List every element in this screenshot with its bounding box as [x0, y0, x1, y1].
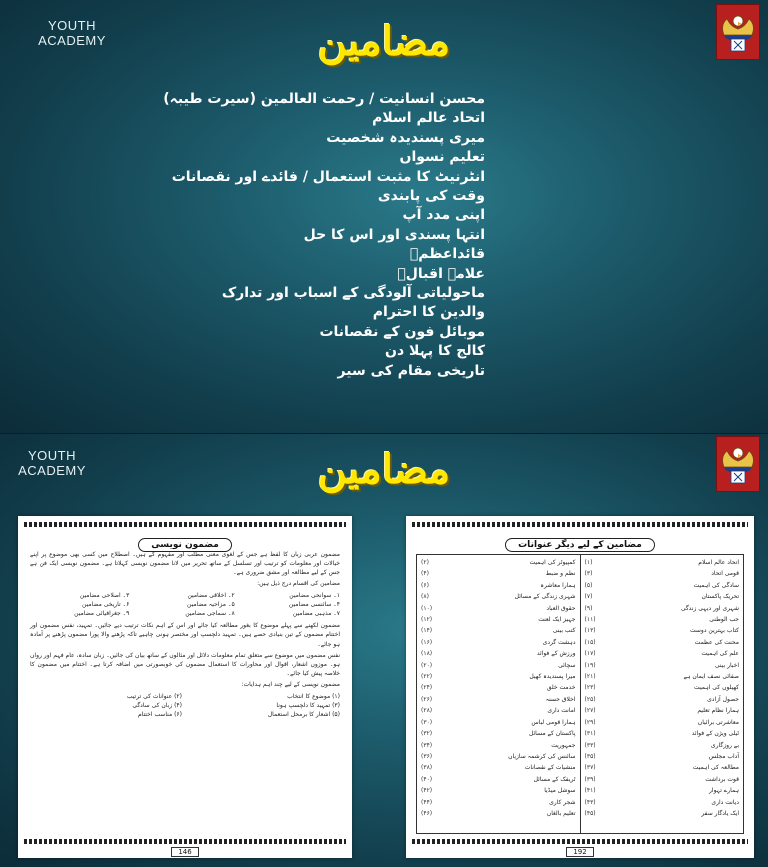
toc-title: تحریک پاکستان	[701, 593, 739, 601]
toc-title: ٹیلی ویژن کے فوائد	[691, 730, 739, 738]
topic-item: میری پسندیدہ شخصیت	[326, 129, 485, 146]
type-item: ۷۔ مذہبی مضامین	[292, 610, 340, 618]
toc-title: اخبار بینی	[714, 661, 739, 669]
toc-title: جہیز ایک لعنت	[538, 616, 576, 624]
toc-number: (۲۲)	[421, 673, 433, 681]
toc-number: (۶)	[421, 581, 429, 589]
toc-row	[585, 717, 740, 728]
toc-number: (۱۶)	[421, 638, 433, 646]
toc-column	[581, 555, 744, 833]
toc-number: (۴۰)	[421, 775, 433, 783]
toc-number: (۲۷)	[584, 707, 596, 715]
topic-item: علامہ اقبالؒ	[397, 265, 485, 282]
toc-title: ورزش کے فوائد	[536, 650, 576, 658]
toc-title: مطالعہ کی اہمیت	[692, 764, 739, 772]
toc-title: بے روزگاری	[710, 741, 739, 749]
tip-item: (۴) زبان کی سادگی	[132, 702, 182, 710]
toc-number: (۲۹)	[584, 718, 596, 726]
toc-number: (۴۱)	[584, 787, 596, 795]
headline-mazameen: مضامین	[317, 446, 451, 493]
toc-title: امانت داری	[547, 707, 576, 715]
toc-number: (۳۸)	[421, 764, 433, 772]
toc-title: سادگی کی اہمیت	[693, 581, 739, 589]
page-border-bottom	[412, 839, 748, 844]
toc-number: (۲۰)	[421, 661, 433, 669]
page-border-top	[412, 522, 748, 527]
toc-row	[585, 614, 740, 625]
toc-number: (۳۱)	[584, 730, 596, 738]
toc-title: کتاب بہترین دوست	[690, 627, 739, 635]
topic-item: کالج کا پہلا دن	[385, 343, 485, 360]
toc-title: صفائی نصف ایمان ہے	[683, 673, 739, 681]
type-item: ۹۔ جغرافیائی مضامین	[74, 610, 130, 618]
toc-row	[585, 568, 740, 579]
toc-row	[421, 648, 576, 659]
toc-number: (۳۹)	[584, 775, 596, 783]
toc-row	[421, 568, 576, 579]
topic-item: محسن انسانیت / رحمت العالمین (سیرت طیبہ)	[163, 91, 485, 107]
toc-table	[416, 554, 744, 834]
toc-row	[421, 671, 576, 682]
toc-number: (۹)	[584, 604, 593, 612]
toc-title: دہشت گردی	[542, 638, 576, 646]
type-item: ۴۔ سائنسی مضامین	[288, 601, 340, 609]
toc-row	[585, 648, 740, 659]
toc-number: (۱۱)	[584, 616, 596, 624]
toc-row	[585, 637, 740, 648]
toc-number: (۱۳)	[584, 627, 596, 635]
toc-title: قوت برداشت	[705, 775, 739, 783]
toc-row	[421, 705, 576, 716]
toc-title: شہری اور دیہی زندگی	[680, 604, 739, 612]
toc-title: میرا پسندیدہ کھیل	[529, 673, 576, 681]
toc-title: ہمارے تہوار	[709, 787, 739, 795]
toc-row	[585, 797, 740, 808]
toc-number: (۳۰)	[421, 718, 433, 726]
toc-title: معاشرتی برائیاں	[697, 718, 739, 726]
topic-item: والدین کا احترام	[372, 304, 485, 321]
toc-number: (۳۴)	[421, 741, 433, 749]
toc-title: سچائی	[558, 661, 576, 669]
toc-number: (۲۳)	[584, 684, 596, 692]
brand-line-2: ACADEMY	[38, 33, 106, 48]
toc-number: (۴۴)	[421, 798, 433, 806]
page-title: مضامین کے لیے دیگر عنوانات	[406, 532, 754, 552]
toc-number: (۱۴)	[421, 627, 433, 635]
toc-row	[421, 682, 576, 693]
paragraph: مضمون عربی زبان کا لفظ ہے جس کے لغوی معنی مطلب اور مفہوم کے ہیں۔ اصطلاح میں کسی بھی موضوع پر اپنے خیالات اور معلومات کو ترتیب اور تسلسل کے ساتھ تحریر میں لانا مضمون نویسی کہلاتا ہے۔ مضمون نویسی ایک فن ہے جس کے لیے مطالعہ اور مشق ضروری ہے۔	[30, 551, 340, 577]
toc-row	[421, 774, 576, 785]
toc-title: شہری زندگی کے مسائل	[514, 593, 576, 601]
topic-item: اپنی مدد آپ	[402, 207, 485, 224]
toc-title: منشیات کے نقصانات	[524, 764, 576, 772]
toc-number: (۳۳)	[584, 741, 596, 749]
topic-item: وقت کی پابندی	[377, 188, 485, 205]
toc-row	[585, 785, 740, 796]
toc-number: (۴)	[421, 570, 429, 578]
toc-title: کمپیوٹر کی اہمیت	[529, 559, 576, 566]
toc-number: (۷)	[584, 593, 593, 601]
toc-row	[585, 591, 740, 602]
toc-title: شجر کاری	[549, 798, 576, 806]
toc-title: حصول آزادی	[707, 695, 739, 703]
toc-row	[421, 614, 576, 625]
toc-title: پاکستان کے مسائل	[528, 730, 576, 738]
toc-number: (۲۱)	[584, 673, 596, 681]
toc-row	[585, 705, 740, 716]
toc-number: (۲۸)	[421, 707, 433, 715]
page-title: مضمون نویسی	[18, 532, 352, 552]
toc-title: دیانت داری	[711, 798, 739, 806]
toc-row	[421, 751, 576, 762]
toc-row	[585, 603, 740, 614]
toc-title: ایک یادگار سفر	[701, 809, 739, 817]
topic-item: قائداعظمؒ	[409, 246, 485, 263]
headline-mazameen: مضامین	[317, 18, 451, 65]
toc-number: (۵)	[584, 581, 593, 589]
toc-number: (۱۸)	[421, 650, 433, 658]
toc-number: (۱۵)	[584, 638, 596, 646]
toc-row	[421, 591, 576, 602]
toc-row	[585, 762, 740, 773]
toc-title: علم کی اہمیت	[701, 650, 739, 658]
topic-item: انٹرنیٹ کا مثبت استعمال / فائدے اور نقصانات	[171, 168, 485, 185]
toc-title: قومی اتحاد	[711, 570, 739, 578]
slide-book-pages	[0, 433, 768, 867]
brand-line-1: YOUTH	[28, 448, 76, 463]
book-page-left	[18, 516, 352, 858]
toc-number: (۱۲)	[421, 616, 433, 624]
toc-number: (۱۹)	[584, 661, 596, 669]
toc-title: تعلیم بالغاں	[546, 809, 576, 817]
brand-line-2: ACADEMY	[18, 463, 86, 478]
toc-title: حقوق العباد	[546, 604, 576, 612]
toc-title: ہمارا معاشرہ	[540, 581, 576, 589]
type-item: ۱۔ سوانحی مضامین	[289, 592, 340, 600]
topic-item: ماحولیاتی آلودگی کے اسباب اور تدارک	[221, 285, 485, 302]
toc-number: (۲۴)	[421, 684, 433, 692]
toc-row	[421, 625, 576, 636]
toc-title: حب الوطنی	[709, 616, 739, 624]
toc-row	[421, 762, 576, 773]
toc-title: سائنس کی کرشمہ سازیاں	[508, 752, 576, 760]
type-item: ۶۔ تاریخی مضامین	[82, 601, 130, 609]
toc-title: سوشل میڈیا	[544, 787, 576, 795]
toc-row	[421, 797, 576, 808]
page-border-bottom	[24, 839, 346, 844]
topic-item: موبائل فون کے نقصانات	[319, 323, 485, 340]
toc-row	[585, 694, 740, 705]
toc-title: خدمت خلق	[546, 684, 576, 692]
toc-title: محنت کی عظمت	[694, 638, 739, 646]
slide-topic-list	[0, 0, 768, 433]
tip-item: (۳) تمہید کا دلچسپ ہونا	[276, 702, 340, 710]
toc-row	[585, 625, 740, 636]
toc-row	[585, 660, 740, 671]
toc-number: (۱)	[584, 559, 593, 566]
toc-row	[421, 603, 576, 614]
page-border-top	[24, 522, 346, 527]
topic-item: تعلیم نسواں	[399, 149, 485, 166]
toc-row	[421, 637, 576, 648]
page-number: 192	[406, 848, 754, 856]
toc-row	[421, 557, 576, 568]
paragraph: مضامین کی اقسام درج ذیل ہیں:	[257, 580, 340, 588]
toc-number: (۳۶)	[421, 752, 433, 760]
toc-title: آداب مجلس	[708, 752, 739, 760]
page-body	[30, 550, 340, 722]
toc-row	[585, 557, 740, 568]
toc-number: (۴۲)	[421, 787, 433, 795]
toc-number: (۳)	[584, 570, 593, 578]
toc-row	[585, 682, 740, 693]
toc-row	[585, 728, 740, 739]
toc-number: (۳۵)	[584, 752, 596, 760]
brand-line-1: YOUTH	[48, 18, 96, 33]
toc-row	[585, 751, 740, 762]
topic-item: اتحاد عالم اسلام	[372, 110, 485, 127]
toc-row	[421, 740, 576, 751]
toc-title: ہمارا قومی لباس	[531, 718, 576, 726]
toc-row	[585, 808, 740, 819]
toc-number: (۴۶)	[421, 809, 433, 817]
type-item: ۵۔ مزاحیہ مضامین	[187, 601, 235, 609]
toc-row	[585, 740, 740, 751]
type-item: ۲۔ اخلاقی مضامین	[187, 592, 235, 600]
paragraph: مضمون نویسی کے لیے چند اہم ہدایات:	[241, 680, 340, 688]
toc-title: ٹریفک کے مسائل	[533, 775, 576, 783]
toc-number: (۴۳)	[584, 798, 596, 806]
toc-number: (۴۵)	[584, 809, 596, 817]
toc-number: (۳۲)	[421, 730, 433, 738]
book-page-right	[406, 516, 754, 858]
toc-title: کھیلوں کی اہمیت	[694, 684, 739, 692]
toc-row	[421, 717, 576, 728]
toc-row	[585, 671, 740, 682]
paragraph: نفس مضمون میں موضوع سے متعلق تمام معلومات دلائل اور مثالوں کے ساتھ بیان کی جائیں۔ زبان سادہ، عام فہم اور رواں ہو۔ موزوں اشعار، اقوال اور محاورات کا استعمال مضمون کی خوبصورتی میں اضافہ کرتا ہے۔ اختتام میں مضمون کا خلاصہ پیش کیا جائے۔	[30, 651, 340, 677]
paragraph: مضمون لکھنے سے پہلے موضوع کا بغور مطالعہ کیا جائے اور اس کے اہم نکات ترتیب دیے جائیں۔ تمہید، نفس مضمون اور اختتام مضمون کے تین بنیادی حصے ہیں۔ تمہید دلچسپ اور مختصر ہونی چاہیے تاکہ پڑھنے والا پورا مضمون پڑھنے پر آمادہ ہو جائے۔	[30, 622, 340, 648]
toc-number: (۲۵)	[584, 695, 596, 703]
toc-title: نظم و ضبط	[545, 570, 576, 578]
tip-item: (۵) اشعار کا برمحل استعمال	[267, 711, 340, 719]
toc-number: (۳۷)	[584, 764, 596, 772]
type-item: ۳۔ اصلاحی مضامین	[79, 592, 130, 600]
topic-list	[163, 90, 485, 381]
toc-title: ہمارا نظام تعلیم	[697, 707, 739, 715]
toc-title: اتحاد عالم اسلام	[698, 559, 739, 566]
toc-row	[421, 808, 576, 819]
toc-number: (۸)	[421, 593, 429, 601]
toc-row	[421, 785, 576, 796]
tips-grid	[30, 692, 340, 719]
toc-number: (۲)	[421, 559, 429, 566]
toc-row	[421, 580, 576, 591]
type-item: ۸۔ سماجی مضامین	[185, 610, 235, 618]
toc-title: اخلاق حسنہ	[545, 695, 576, 703]
tip-item: (۲) عنوانات کی ترتیب	[126, 693, 182, 701]
toc-number: (۲۶)	[421, 695, 433, 703]
tip-item: (۶) مناسب اختتام	[137, 711, 182, 719]
toc-number: (۱۰)	[421, 604, 433, 612]
types-grid	[30, 591, 340, 618]
toc-column	[417, 555, 581, 833]
topic-item: تاریخی مقام کی سیر	[337, 362, 485, 379]
toc-row	[585, 580, 740, 591]
toc-row	[421, 694, 576, 705]
page-number: 146	[18, 848, 352, 856]
topic-item: انتہا پسندی اور اس کا حل	[303, 226, 485, 243]
toc-row	[585, 774, 740, 785]
toc-row	[421, 728, 576, 739]
toc-title: جمہوریت	[551, 741, 576, 749]
toc-title: کتب بینی	[552, 627, 576, 635]
toc-number: (۱۷)	[584, 650, 596, 658]
tip-item: (۱) موضوع کا انتخاب	[287, 693, 340, 701]
toc-row	[421, 660, 576, 671]
